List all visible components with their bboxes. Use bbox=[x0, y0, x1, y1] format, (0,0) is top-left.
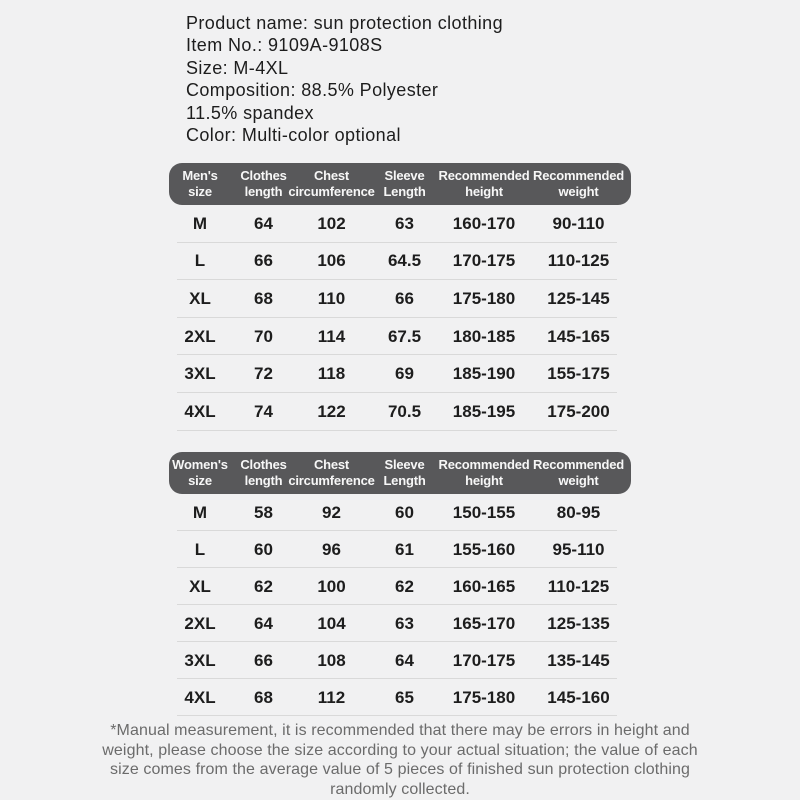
column-header-sleeve-length: Sleeve Length bbox=[383, 168, 426, 199]
clothes-length-cell: 72 bbox=[254, 364, 273, 384]
size-cell: 3XL bbox=[184, 364, 216, 384]
chest-circumference-cell: 96 bbox=[322, 539, 341, 559]
size-cell: M bbox=[192, 502, 208, 522]
table-row bbox=[169, 568, 631, 605]
recommended-weight-cell: 110-125 bbox=[547, 251, 610, 271]
recommended-height-cell: 165-170 bbox=[452, 613, 516, 633]
table-row bbox=[169, 243, 631, 281]
size-cell: L bbox=[194, 251, 206, 271]
clothes-length-cell: 68 bbox=[254, 687, 273, 707]
clothes-length-cell: 64 bbox=[254, 213, 273, 233]
mens-size-table bbox=[169, 163, 631, 431]
column-header-mens-size: Men's size bbox=[182, 168, 218, 199]
clothes-length-cell: 68 bbox=[254, 288, 273, 308]
measurement-footnote bbox=[20, 721, 780, 799]
chest-circumference-cell: 114 bbox=[317, 326, 346, 346]
table-row bbox=[169, 531, 631, 568]
sleeve-length-cell: 60 bbox=[395, 502, 414, 522]
sleeve-length-cell: 63 bbox=[395, 613, 414, 633]
size-cell: 3XL bbox=[184, 650, 216, 670]
clothes-length-cell: 66 bbox=[254, 251, 273, 271]
column-header-womens-size: Women's size bbox=[172, 457, 228, 488]
column-header-recommended-weight: Recommended weight bbox=[533, 457, 624, 488]
item-no-line: Item No.: 9109A-9108S bbox=[186, 35, 383, 56]
womens-size-table bbox=[169, 452, 631, 716]
sleeve-length-cell: 67.5 bbox=[387, 326, 422, 346]
footnote-line: randomly collected. bbox=[330, 780, 470, 798]
chest-circumference-cell: 110 bbox=[317, 288, 346, 308]
size-cell: M bbox=[192, 213, 208, 233]
table-row bbox=[169, 605, 631, 642]
recommended-weight-cell: 125-135 bbox=[547, 613, 610, 633]
recommended-weight-cell: 175-200 bbox=[547, 401, 610, 421]
womens-table-header bbox=[169, 452, 631, 494]
color-line: Color: Multi-color optional bbox=[186, 125, 401, 146]
sleeve-length-cell: 63 bbox=[395, 213, 414, 233]
recommended-height-cell: 185-195 bbox=[452, 401, 516, 421]
mens-table-body bbox=[169, 205, 631, 431]
chest-circumference-cell: 100 bbox=[317, 576, 346, 596]
sleeve-length-cell: 70.5 bbox=[387, 401, 422, 421]
footnote-line: weight, please choose the size according to your actual situation; the value of each bbox=[102, 741, 698, 759]
column-header-chest-circumference: Chest circumference bbox=[288, 457, 375, 488]
size-range-line: Size: M-4XL bbox=[186, 57, 289, 78]
recommended-height-cell: 170-175 bbox=[452, 650, 516, 670]
sleeve-length-cell: 65 bbox=[395, 687, 414, 707]
sleeve-length-cell: 64 bbox=[395, 650, 414, 670]
recommended-weight-cell: 155-175 bbox=[547, 364, 610, 384]
size-cell: 2XL bbox=[184, 326, 216, 346]
mens-table-header bbox=[169, 163, 631, 205]
recommended-height-cell: 170-175 bbox=[452, 251, 516, 271]
footnote-line: *Manual measurement, it is recommended that there may be errors in height and bbox=[110, 722, 690, 739]
chest-circumference-cell: 108 bbox=[317, 650, 346, 670]
clothes-length-cell: 64 bbox=[254, 613, 273, 633]
recommended-height-cell: 160-170 bbox=[452, 213, 516, 233]
composition-line: Composition: 88.5% Polyester bbox=[186, 80, 439, 101]
sleeve-length-cell: 64.5 bbox=[387, 251, 422, 271]
column-header-clothes-length: Clothes length bbox=[240, 457, 287, 488]
recommended-height-cell: 150-155 bbox=[452, 502, 516, 522]
recommended-weight-cell: 125-145 bbox=[547, 288, 610, 308]
table-row bbox=[169, 642, 631, 679]
product-info bbox=[186, 12, 503, 146]
table-row bbox=[169, 393, 631, 431]
sleeve-length-cell: 66 bbox=[395, 288, 414, 308]
product-name-line: Product name: sun protection clothing bbox=[186, 13, 503, 33]
recommended-weight-cell: 95-110 bbox=[552, 539, 605, 559]
size-cell: XL bbox=[189, 576, 211, 596]
size-cell: 4XL bbox=[184, 687, 216, 707]
clothes-length-cell: 58 bbox=[254, 502, 273, 522]
recommended-weight-cell: 110-125 bbox=[547, 576, 610, 596]
table-row bbox=[169, 318, 631, 356]
column-header-recommended-height: Recommended height bbox=[438, 168, 530, 199]
chest-circumference-cell: 106 bbox=[317, 251, 346, 271]
recommended-weight-cell: 90-110 bbox=[552, 213, 605, 233]
sleeve-length-cell: 62 bbox=[395, 576, 414, 596]
recommended-height-cell: 155-160 bbox=[452, 539, 516, 559]
size-cell: L bbox=[194, 539, 206, 559]
recommended-height-cell: 160-165 bbox=[452, 576, 516, 596]
clothes-length-cell: 60 bbox=[254, 539, 273, 559]
column-header-recommended-height: Recommended height bbox=[438, 457, 530, 488]
table-row bbox=[169, 494, 631, 531]
clothes-length-cell: 74 bbox=[254, 401, 273, 421]
size-cell: 2XL bbox=[184, 613, 216, 633]
clothes-length-cell: 70 bbox=[254, 326, 273, 346]
clothes-length-cell: 62 bbox=[254, 576, 273, 596]
column-header-chest-circumference: Chest circumference bbox=[288, 168, 375, 199]
table-row bbox=[169, 205, 631, 243]
table-row bbox=[169, 280, 631, 318]
recommended-height-cell: 185-190 bbox=[452, 364, 516, 384]
sleeve-length-cell: 61 bbox=[395, 539, 414, 559]
column-header-recommended-weight: Recommended weight bbox=[533, 168, 624, 199]
column-header-clothes-length: Clothes length bbox=[240, 168, 287, 199]
chest-circumference-cell: 92 bbox=[322, 502, 341, 522]
recommended-weight-cell: 80-95 bbox=[556, 502, 601, 522]
clothes-length-cell: 66 bbox=[254, 650, 273, 670]
recommended-weight-cell: 145-165 bbox=[547, 326, 610, 346]
size-cell: 4XL bbox=[184, 401, 216, 421]
womens-table-body bbox=[169, 494, 631, 716]
recommended-weight-cell: 135-145 bbox=[547, 650, 610, 670]
table-row bbox=[169, 679, 631, 716]
recommended-height-cell: 175-180 bbox=[452, 288, 516, 308]
chest-circumference-cell: 122 bbox=[317, 401, 346, 421]
recommended-height-cell: 180-185 bbox=[452, 326, 516, 346]
recommended-weight-cell: 145-160 bbox=[547, 687, 610, 707]
table-row bbox=[169, 355, 631, 393]
sleeve-length-cell: 69 bbox=[395, 364, 414, 384]
recommended-height-cell: 175-180 bbox=[452, 687, 516, 707]
chest-circumference-cell: 112 bbox=[317, 687, 346, 707]
column-header-sleeve-length: Sleeve Length bbox=[383, 457, 426, 488]
chest-circumference-cell: 102 bbox=[317, 213, 346, 233]
chest-circumference-cell: 118 bbox=[317, 364, 346, 384]
chest-circumference-cell: 104 bbox=[317, 613, 346, 633]
spandex-line: 11.5% spandex bbox=[186, 102, 314, 123]
size-cell: XL bbox=[189, 288, 211, 308]
footnote-line: size comes from the average value of 5 pieces of finished sun protection clothing bbox=[110, 761, 690, 778]
